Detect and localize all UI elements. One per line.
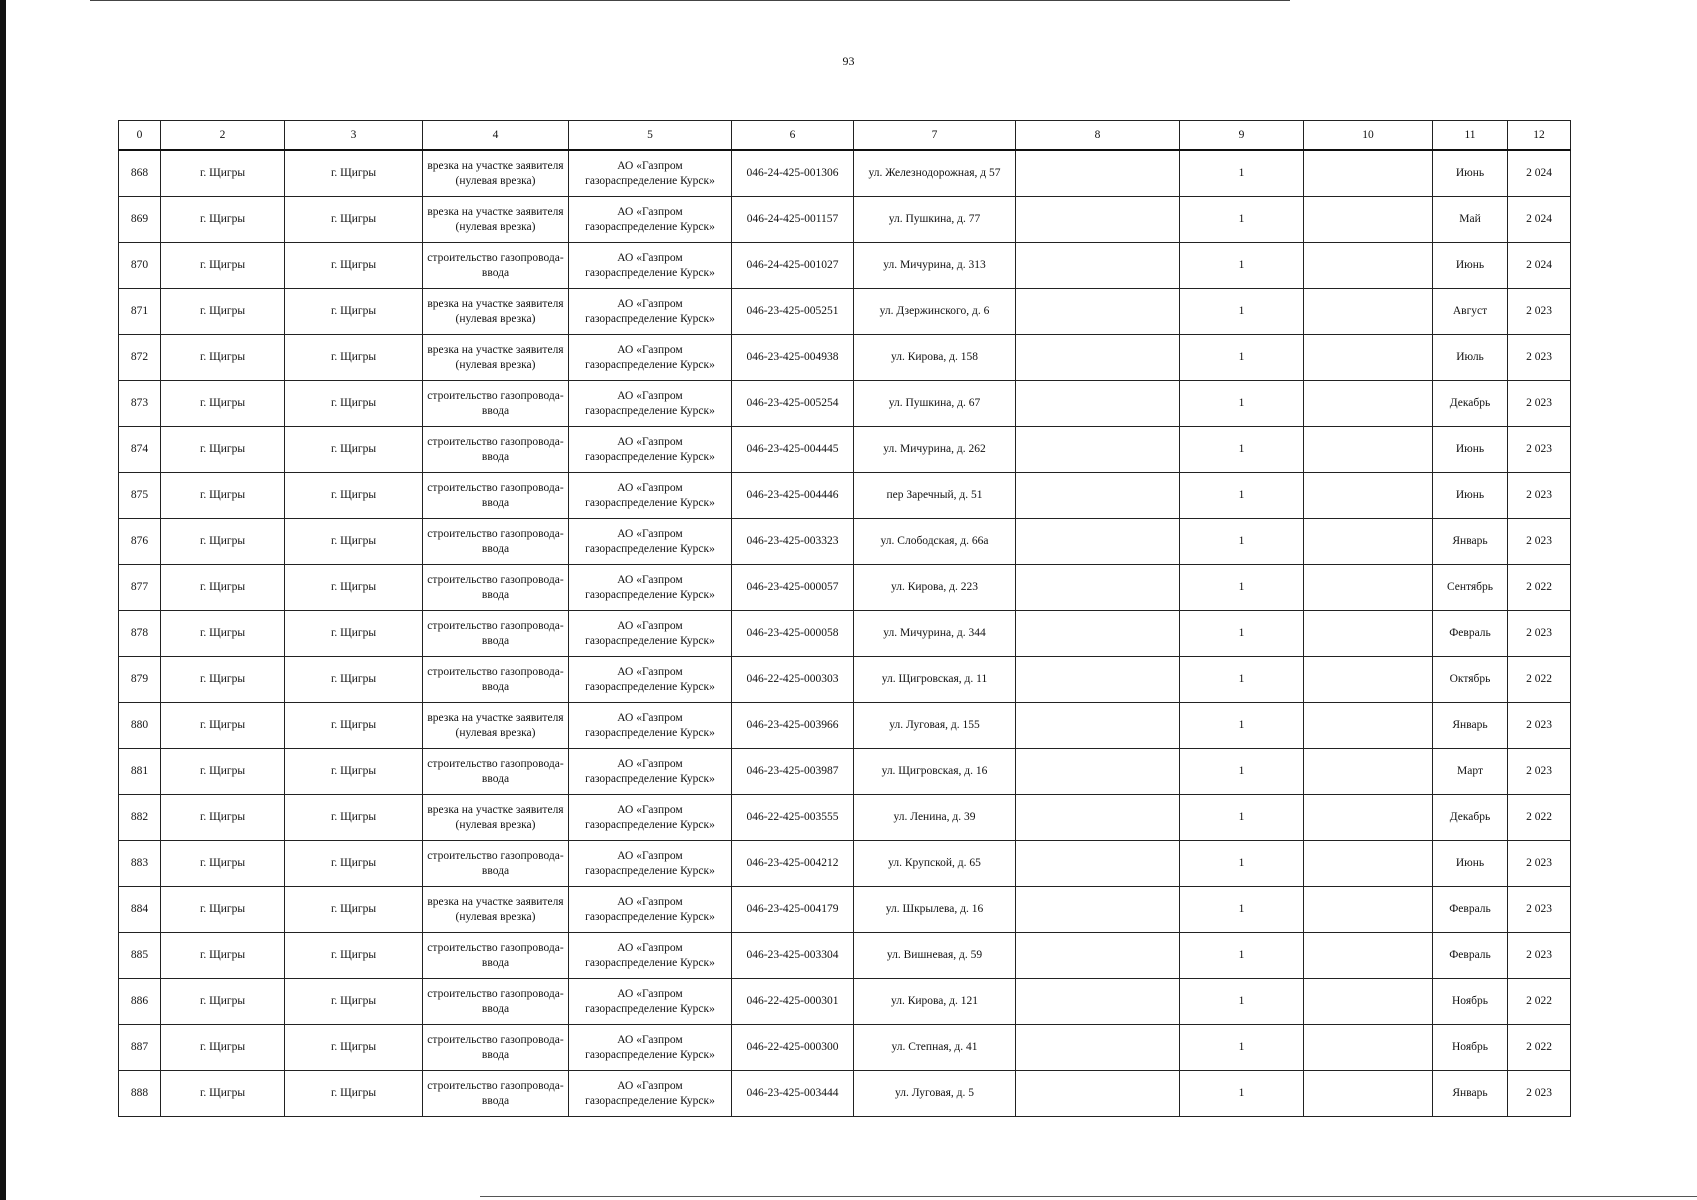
month-cell: Июнь [1433, 427, 1508, 473]
column-header-2: 2 [161, 121, 285, 151]
quantity-cell: 1 [1180, 703, 1304, 749]
organization-cell: АО «Газпром газораспределение Курск» [569, 1025, 732, 1071]
city-cell: г. Щигры [161, 381, 285, 427]
col8-cell [1016, 197, 1180, 243]
work-type-cell: строительство газопровода-ввода [423, 473, 569, 519]
year-cell: 2 023 [1508, 841, 1571, 887]
column-header-9: 9 [1180, 121, 1304, 151]
organization-cell: АО «Газпром газораспределение Курск» [569, 657, 732, 703]
quantity-cell: 1 [1180, 1025, 1304, 1071]
quantity-cell: 1 [1180, 657, 1304, 703]
col8-cell [1016, 150, 1180, 197]
address-cell: ул. Кирова, д. 121 [854, 979, 1016, 1025]
col8-cell [1016, 381, 1180, 427]
settlement-cell: г. Щигры [285, 565, 423, 611]
settlement-cell: г. Щигры [285, 335, 423, 381]
col8-cell [1016, 473, 1180, 519]
organization-cell: АО «Газпром газораспределение Курск» [569, 335, 732, 381]
year-cell: 2 023 [1508, 289, 1571, 335]
code-cell: 046-22-425-000300 [732, 1025, 854, 1071]
col10-cell [1304, 197, 1433, 243]
col8-cell [1016, 979, 1180, 1025]
col10-cell [1304, 841, 1433, 887]
row-number: 888 [119, 1071, 161, 1117]
code-cell: 046-23-425-005251 [732, 289, 854, 335]
quantity-cell: 1 [1180, 197, 1304, 243]
column-header-5: 5 [569, 121, 732, 151]
col10-cell [1304, 150, 1433, 197]
address-cell: ул. Железнодорожная, д 57 [854, 150, 1016, 197]
year-cell: 2 023 [1508, 703, 1571, 749]
organization-cell: АО «Газпром газораспределение Курск» [569, 979, 732, 1025]
year-cell: 2 024 [1508, 197, 1571, 243]
city-cell: г. Щигры [161, 1025, 285, 1071]
address-cell: ул. Слободская, д. 66а [854, 519, 1016, 565]
col8-cell [1016, 335, 1180, 381]
col8-cell [1016, 1025, 1180, 1071]
city-cell: г. Щигры [161, 519, 285, 565]
city-cell: г. Щигры [161, 703, 285, 749]
col10-cell [1304, 795, 1433, 841]
work-type-cell: строительство газопровода-ввода [423, 749, 569, 795]
organization-cell: АО «Газпром газораспределение Курск» [569, 795, 732, 841]
organization-cell: АО «Газпром газораспределение Курск» [569, 243, 732, 289]
address-cell: ул. Щигровская, д. 16 [854, 749, 1016, 795]
month-cell: Февраль [1433, 611, 1508, 657]
col10-cell [1304, 703, 1433, 749]
col8-cell [1016, 887, 1180, 933]
month-cell: Май [1433, 197, 1508, 243]
city-cell: г. Щигры [161, 795, 285, 841]
code-cell: 046-23-425-000057 [732, 565, 854, 611]
work-type-cell: строительство газопровода-ввода [423, 841, 569, 887]
quantity-cell: 1 [1180, 749, 1304, 795]
column-header-4: 4 [423, 121, 569, 151]
work-type-cell: врезка на участке заявителя (нулевая врезка) [423, 335, 569, 381]
scan-edge-bottom [480, 1196, 1697, 1197]
organization-cell: АО «Газпром газораспределение Курск» [569, 887, 732, 933]
code-cell: 046-24-425-001306 [732, 150, 854, 197]
col10-cell [1304, 657, 1433, 703]
work-type-cell: строительство газопровода-ввода [423, 933, 569, 979]
column-header-0: 0 [119, 121, 161, 151]
address-cell: ул. Щигровская, д. 11 [854, 657, 1016, 703]
address-cell: ул. Кирова, д. 223 [854, 565, 1016, 611]
organization-cell: АО «Газпром газораспределение Курск» [569, 150, 732, 197]
month-cell: Январь [1433, 1071, 1508, 1117]
city-cell: г. Щигры [161, 1071, 285, 1117]
scan-edge-top [90, 0, 1290, 1]
city-cell: г. Щигры [161, 150, 285, 197]
month-cell: Июнь [1433, 473, 1508, 519]
table-row [119, 565, 1571, 611]
city-cell: г. Щигры [161, 335, 285, 381]
year-cell: 2 023 [1508, 611, 1571, 657]
year-cell: 2 022 [1508, 657, 1571, 703]
settlement-cell: г. Щигры [285, 473, 423, 519]
column-header-7: 7 [854, 121, 1016, 151]
table-row [119, 243, 1571, 289]
month-cell: Июнь [1433, 841, 1508, 887]
row-number: 881 [119, 749, 161, 795]
col10-cell [1304, 611, 1433, 657]
col8-cell [1016, 611, 1180, 657]
city-cell: г. Щигры [161, 841, 285, 887]
work-type-cell: врезка на участке заявителя (нулевая врезка) [423, 795, 569, 841]
settlement-cell: г. Щигры [285, 427, 423, 473]
settlement-cell: г. Щигры [285, 150, 423, 197]
year-cell: 2 022 [1508, 979, 1571, 1025]
quantity-cell: 1 [1180, 381, 1304, 427]
city-cell: г. Щигры [161, 289, 285, 335]
table-row [119, 749, 1571, 795]
col10-cell [1304, 1071, 1433, 1117]
row-number: 874 [119, 427, 161, 473]
table-row [119, 473, 1571, 519]
settlement-cell: г. Щигры [285, 381, 423, 427]
col8-cell [1016, 289, 1180, 335]
table-row [119, 979, 1571, 1025]
col10-cell [1304, 565, 1433, 611]
row-number: 885 [119, 933, 161, 979]
year-cell: 2 023 [1508, 381, 1571, 427]
table-row [119, 519, 1571, 565]
row-number: 877 [119, 565, 161, 611]
address-cell: ул. Пушкина, д. 67 [854, 381, 1016, 427]
col8-cell [1016, 703, 1180, 749]
quantity-cell: 1 [1180, 427, 1304, 473]
address-cell: ул. Кирова, д. 158 [854, 335, 1016, 381]
settlement-cell: г. Щигры [285, 197, 423, 243]
address-cell: ул. Шкрылева, д. 16 [854, 887, 1016, 933]
settlement-cell: г. Щигры [285, 657, 423, 703]
col8-cell [1016, 243, 1180, 289]
quantity-cell: 1 [1180, 150, 1304, 197]
quantity-cell: 1 [1180, 887, 1304, 933]
column-header-11: 11 [1433, 121, 1508, 151]
work-type-cell: врезка на участке заявителя (нулевая врезка) [423, 703, 569, 749]
address-cell: ул. Пушкина, д. 77 [854, 197, 1016, 243]
table-row [119, 381, 1571, 427]
col10-cell [1304, 887, 1433, 933]
row-number: 886 [119, 979, 161, 1025]
col8-cell [1016, 427, 1180, 473]
code-cell: 046-24-425-001157 [732, 197, 854, 243]
quantity-cell: 1 [1180, 1071, 1304, 1117]
city-cell: г. Щигры [161, 427, 285, 473]
settlement-cell: г. Щигры [285, 979, 423, 1025]
month-cell: Июнь [1433, 243, 1508, 289]
year-cell: 2 022 [1508, 795, 1571, 841]
table-row [119, 1071, 1571, 1117]
settlement-cell: г. Щигры [285, 289, 423, 335]
col10-cell [1304, 243, 1433, 289]
year-cell: 2 022 [1508, 1025, 1571, 1071]
col8-cell [1016, 795, 1180, 841]
address-cell: ул. Луговая, д. 155 [854, 703, 1016, 749]
address-cell: ул. Ленина, д. 39 [854, 795, 1016, 841]
month-cell: Март [1433, 749, 1508, 795]
address-cell: ул. Мичурина, д. 344 [854, 611, 1016, 657]
col10-cell [1304, 335, 1433, 381]
month-cell: Июнь [1433, 150, 1508, 197]
row-number: 873 [119, 381, 161, 427]
settlement-cell: г. Щигры [285, 887, 423, 933]
quantity-cell: 1 [1180, 519, 1304, 565]
organization-cell: АО «Газпром газораспределение Курск» [569, 749, 732, 795]
month-cell: Август [1433, 289, 1508, 335]
row-number: 883 [119, 841, 161, 887]
city-cell: г. Щигры [161, 657, 285, 703]
code-cell: 046-23-425-003323 [732, 519, 854, 565]
organization-cell: АО «Газпром газораспределение Курск» [569, 933, 732, 979]
table-header [119, 121, 1571, 151]
work-type-cell: врезка на участке заявителя (нулевая врезка) [423, 289, 569, 335]
code-cell: 046-23-425-005254 [732, 381, 854, 427]
year-cell: 2 023 [1508, 887, 1571, 933]
code-cell: 046-23-425-003987 [732, 749, 854, 795]
quantity-cell: 1 [1180, 841, 1304, 887]
quantity-cell: 1 [1180, 565, 1304, 611]
address-cell: ул. Луговая, д. 5 [854, 1071, 1016, 1117]
month-cell: Июль [1433, 335, 1508, 381]
row-number: 868 [119, 150, 161, 197]
address-cell: ул. Дзержинского, д. 6 [854, 289, 1016, 335]
work-type-cell: строительство газопровода-ввода [423, 979, 569, 1025]
organization-cell: АО «Газпром газораспределение Курск» [569, 703, 732, 749]
month-cell: Январь [1433, 519, 1508, 565]
year-cell: 2 023 [1508, 749, 1571, 795]
row-number: 870 [119, 243, 161, 289]
work-type-cell: врезка на участке заявителя (нулевая врезка) [423, 197, 569, 243]
column-header-10: 10 [1304, 121, 1433, 151]
column-header-8: 8 [1016, 121, 1180, 151]
quantity-cell: 1 [1180, 795, 1304, 841]
organization-cell: АО «Газпром газораспределение Курск» [569, 611, 732, 657]
city-cell: г. Щигры [161, 243, 285, 289]
col10-cell [1304, 473, 1433, 519]
year-cell: 2 023 [1508, 519, 1571, 565]
col8-cell [1016, 657, 1180, 703]
table-row [119, 703, 1571, 749]
quantity-cell: 1 [1180, 611, 1304, 657]
organization-cell: АО «Газпром газораспределение Курск» [569, 1071, 732, 1117]
settlement-cell: г. Щигры [285, 243, 423, 289]
table-body [119, 150, 1571, 1117]
col8-cell [1016, 565, 1180, 611]
settlement-cell: г. Щигры [285, 795, 423, 841]
col10-cell [1304, 519, 1433, 565]
quantity-cell: 1 [1180, 979, 1304, 1025]
organization-cell: АО «Газпром газораспределение Курск» [569, 427, 732, 473]
city-cell: г. Щигры [161, 979, 285, 1025]
organization-cell: АО «Газпром газораспределение Курск» [569, 289, 732, 335]
row-number: 876 [119, 519, 161, 565]
month-cell: Февраль [1433, 933, 1508, 979]
table-row [119, 887, 1571, 933]
column-header-12: 12 [1508, 121, 1571, 151]
address-cell: ул. Крупской, д. 65 [854, 841, 1016, 887]
work-type-cell: строительство газопровода-ввода [423, 611, 569, 657]
col8-cell [1016, 1071, 1180, 1117]
table-row [119, 611, 1571, 657]
settlement-cell: г. Щигры [285, 1025, 423, 1071]
table-row [119, 933, 1571, 979]
city-cell: г. Щигры [161, 887, 285, 933]
month-cell: Октябрь [1433, 657, 1508, 703]
work-type-cell: врезка на участке заявителя (нулевая врезка) [423, 887, 569, 933]
year-cell: 2 024 [1508, 243, 1571, 289]
city-cell: г. Щигры [161, 473, 285, 519]
row-number: 880 [119, 703, 161, 749]
city-cell: г. Щигры [161, 749, 285, 795]
scan-edge-left [0, 0, 6, 1200]
row-number: 875 [119, 473, 161, 519]
code-cell: 046-23-425-004212 [732, 841, 854, 887]
month-cell: Декабрь [1433, 795, 1508, 841]
col10-cell [1304, 381, 1433, 427]
year-cell: 2 023 [1508, 933, 1571, 979]
settlement-cell: г. Щигры [285, 933, 423, 979]
address-cell: ул. Степная, д. 41 [854, 1025, 1016, 1071]
quantity-cell: 1 [1180, 473, 1304, 519]
settlement-cell: г. Щигры [285, 749, 423, 795]
year-cell: 2 024 [1508, 150, 1571, 197]
col8-cell [1016, 519, 1180, 565]
year-cell: 2 022 [1508, 565, 1571, 611]
col10-cell [1304, 1025, 1433, 1071]
city-cell: г. Щигры [161, 565, 285, 611]
organization-cell: АО «Газпром газораспределение Курск» [569, 841, 732, 887]
col10-cell [1304, 979, 1433, 1025]
page-number: 93 [842, 54, 855, 68]
col8-cell [1016, 933, 1180, 979]
month-cell: Декабрь [1433, 381, 1508, 427]
quantity-cell: 1 [1180, 289, 1304, 335]
code-cell: 046-23-425-004445 [732, 427, 854, 473]
month-cell: Сентябрь [1433, 565, 1508, 611]
row-number: 878 [119, 611, 161, 657]
organization-cell: АО «Газпром газораспределение Курск» [569, 381, 732, 427]
row-number: 869 [119, 197, 161, 243]
organization-cell: АО «Газпром газораспределение Курск» [569, 519, 732, 565]
row-number: 879 [119, 657, 161, 703]
month-cell: Январь [1433, 703, 1508, 749]
code-cell: 046-22-425-000303 [732, 657, 854, 703]
table-row [119, 150, 1571, 197]
quantity-cell: 1 [1180, 335, 1304, 381]
row-number: 882 [119, 795, 161, 841]
col10-cell [1304, 933, 1433, 979]
city-cell: г. Щигры [161, 933, 285, 979]
work-type-cell: строительство газопровода-ввода [423, 1071, 569, 1117]
code-cell: 046-23-425-004446 [732, 473, 854, 519]
year-cell: 2 023 [1508, 427, 1571, 473]
table-row [119, 1025, 1571, 1071]
year-cell: 2 023 [1508, 473, 1571, 519]
month-cell: Ноябрь [1433, 1025, 1508, 1071]
col8-cell [1016, 841, 1180, 887]
table-row [119, 841, 1571, 887]
organization-cell: АО «Газпром газораспределение Курск» [569, 473, 732, 519]
col10-cell [1304, 289, 1433, 335]
address-cell: ул. Мичурина, д. 313 [854, 243, 1016, 289]
address-cell: ул. Мичурина, д. 262 [854, 427, 1016, 473]
code-cell: 046-24-425-001027 [732, 243, 854, 289]
table-row [119, 427, 1571, 473]
code-cell: 046-23-425-004938 [732, 335, 854, 381]
code-cell: 046-23-425-003966 [732, 703, 854, 749]
work-type-cell: строительство газопровода-ввода [423, 1025, 569, 1071]
organization-cell: АО «Газпром газораспределение Курск» [569, 197, 732, 243]
settlement-cell: г. Щигры [285, 519, 423, 565]
code-cell: 046-23-425-003304 [732, 933, 854, 979]
row-number: 887 [119, 1025, 161, 1071]
column-header-6: 6 [732, 121, 854, 151]
table-row [119, 657, 1571, 703]
work-type-cell: строительство газопровода-ввода [423, 657, 569, 703]
code-cell: 046-23-425-003444 [732, 1071, 854, 1117]
quantity-cell: 1 [1180, 243, 1304, 289]
code-cell: 046-22-425-000301 [732, 979, 854, 1025]
year-cell: 2 023 [1508, 335, 1571, 381]
row-number: 871 [119, 289, 161, 335]
city-cell: г. Щигры [161, 611, 285, 657]
work-type-cell: врезка на участке заявителя (нулевая врезка) [423, 150, 569, 197]
col10-cell [1304, 749, 1433, 795]
code-cell: 046-23-425-004179 [732, 887, 854, 933]
code-cell: 046-23-425-000058 [732, 611, 854, 657]
month-cell: Ноябрь [1433, 979, 1508, 1025]
settlement-cell: г. Щигры [285, 611, 423, 657]
work-type-cell: строительство газопровода-ввода [423, 381, 569, 427]
table-row [119, 197, 1571, 243]
organization-cell: АО «Газпром газораспределение Курск» [569, 565, 732, 611]
code-cell: 046-22-425-003555 [732, 795, 854, 841]
year-cell: 2 023 [1508, 1071, 1571, 1117]
address-cell: пер Заречный, д. 51 [854, 473, 1016, 519]
city-cell: г. Щигры [161, 197, 285, 243]
month-cell: Февраль [1433, 887, 1508, 933]
table-row [119, 289, 1571, 335]
table-row [119, 335, 1571, 381]
work-type-cell: строительство газопровода-ввода [423, 243, 569, 289]
column-header-3: 3 [285, 121, 423, 151]
settlement-cell: г. Щигры [285, 703, 423, 749]
col10-cell [1304, 427, 1433, 473]
col8-cell [1016, 749, 1180, 795]
work-type-cell: строительство газопровода-ввода [423, 519, 569, 565]
work-type-cell: строительство газопровода-ввода [423, 427, 569, 473]
header-row [119, 121, 1571, 151]
settlement-cell: г. Щигры [285, 841, 423, 887]
work-type-cell: строительство газопровода-ввода [423, 565, 569, 611]
address-cell: ул. Вишневая, д. 59 [854, 933, 1016, 979]
row-number: 872 [119, 335, 161, 381]
data-table [118, 120, 1571, 1117]
quantity-cell: 1 [1180, 933, 1304, 979]
table-row [119, 795, 1571, 841]
row-number: 884 [119, 887, 161, 933]
settlement-cell: г. Щигры [285, 1071, 423, 1117]
